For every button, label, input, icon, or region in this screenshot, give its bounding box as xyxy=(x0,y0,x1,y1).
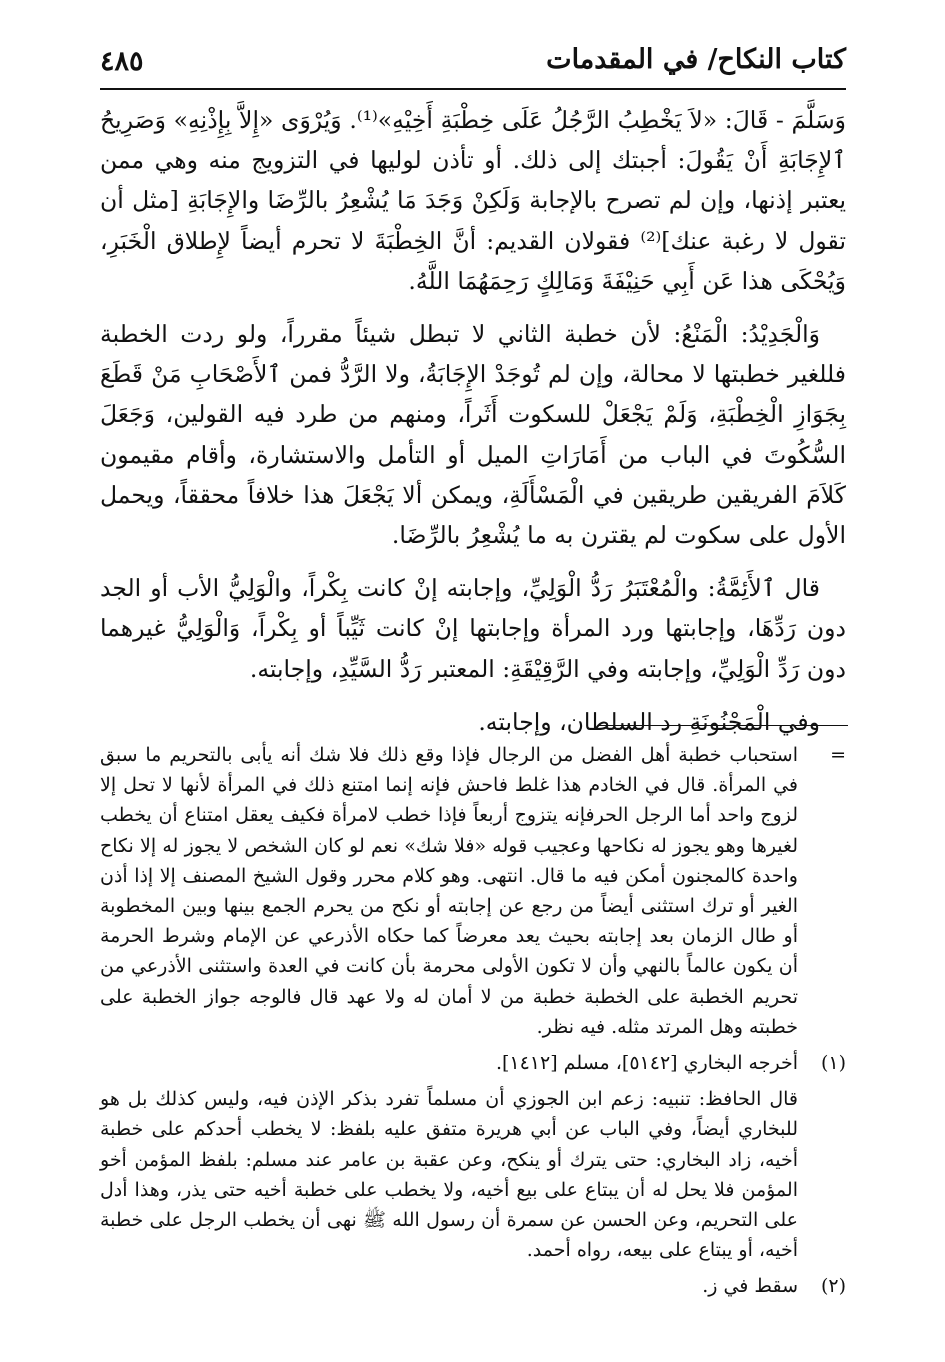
footnote-text: أخرجه البخاري [٥١٤٢]، مسلم [١٤١٢]. xyxy=(495,1052,798,1075)
header-rule xyxy=(100,88,846,90)
paragraph-1: وَسَلَّمَ - قَالَ: «لاَ يَخْطِبُ الرَّجُلُ عَلَى خِطْبَةِ أَخِيْهِ»⁽¹⁾. وَيُرْوَى «إِلاَّ بِإِذْنِهِ» وَصَرِيحُ ٱلإِجَابَةِ أَنْ يَقُولَ: أجبتك إلى ذلك. أو تأذن لوليها في التزويج منه وهي ممن يعتبر إذنها، وإن لم تصرح بالإجابة وَلَكِنْ وَجَدَ مَا يُشْعِرُ بالرِّضَا والإِجَابَةِ [مثل أن تقول لا رغبة عنك]⁽²⁾ فقولان القديم: أنَّ الخِطْبَةَ لا تحرم أيضاً لإِطلاق الْخَبَرِ، وَيُحْكَى هذا عَن أَبِي حَنِيْفَةَ وَمَالِكٍ رَحِمَهُمَا اللَّهُ. xyxy=(100,106,846,295)
footnote-marker: = xyxy=(830,744,846,766)
main-text xyxy=(100,100,846,742)
header-title: كتاب النكاح/ في المقدمات xyxy=(546,44,846,75)
paragraph-2: وَالْجَدِيْدُ: الْمَنْعُ: لأن خطبة الثاني لا تبطل شيئاً مقرراً، ولو ردت الخطبة فللغير خطبتها لا محالة، وإن لم تُوجَدْ الإِجَابَةُ، ولا الرَّدُّ فمن ٱلأَصْحَابِ مَنْ قَطَعَ بِجَوَازِ الْخِطْبَةِ، وَلَمْ يَجْعَلْ للسكوت أَثَراً، ومنهم من طرد فيه القولين، وَجَعَلَ السُّكُوتَ في الباب من أَمَارَاتِ الميل أو التأمل والاستشارة، وأقام مقيمون كَلاَمَ الفريقين طريقين في الْمَسْأَلَةِ، ويمكن ألا يَجْعَلَ هذا خلافاً محققاً، ويحمل الأول على سكوت لم يقترن به ما يُشْعِرُ بالرِّضَا. xyxy=(100,320,846,550)
paragraph-4: وفي الْمَجْنُونَةِ رد السلطان، وإجابته. xyxy=(478,707,820,736)
footnote-continued xyxy=(100,740,846,1042)
paragraph-3: قال ٱلأَئِمَّةُ: والْمُعْتَبَرُ رَدُّ الْوَلِيِّ، وإجابته إنْ كانت بِكْراً، والْوَلِيُّ الأب أو الجد دون رَدِّهَا، وإجابتها ورد المرأة وإجابتها إنْ كانت ثَيِّباً أو بِكْراً، وَالْوَلِيُّ غيرهما دون رَدِّ الْوَلِيِّ، وإجابته وفي الرَّقِيْقَةِ: المعتبر رَدُّ السَّيِّدِ، وإجابته. xyxy=(100,574,846,683)
footnote-divider xyxy=(598,725,848,726)
footnote-1 xyxy=(100,1048,846,1078)
footnote-text: سقط في ز. xyxy=(702,1275,798,1298)
footnotes xyxy=(100,740,846,1302)
page-number: ٤٨٥ xyxy=(100,46,144,77)
running-header xyxy=(100,44,846,84)
footnote-text: قال الحافظ: تنبيه: زعم ابن الجوزي أن مسلماً تفرد بذكر الإذن فيه، وليس كذلك بل هو للبخاري أيضاً، وفي الباب عن أبي هريرة متفق عليه بلفظ: لا يخطب أحدكم على خطبة أخيه، زاد البخاري: حتى يترك أو ينكح، وعن عقبة بن عامر عند مسلم: بلفظ المؤمن أخو المؤمن فلا يحل له أن يبتاع على بيع أخيه، ولا يخطب على خطبة أخيه حتى يذر، وهذا أدل على التحريم، وعن الحسن عن سمرة أن رسول الله ﷺ نهى أن يخطب الرجل على خطبة أخيه، أو يبتاع على بيعه، رواه أحمد. xyxy=(100,1088,798,1262)
footnote-text: استحباب خطبة أهل الفضل من الرجال فإذا وقع ذلك فلا شك أنه يأبى بالتحريم ما سبق في المرأة. قال في الخادم هذا غلط فاحش فإنه إنما امتنع ذلك في المرأة لأنها لا تحل إلا لزوج واحد أما الرجل الحرفإنه يتزوج أربعاً فإذا خطب لامرأة فكيف يعقل امتناع أن يخطب لغيرها وهو يجوز له نكاحها وعجيب قوله «فلا شك» نعم لو كان الشخص لا يجوز له إلا نكاح واحدة كالمجنون أمكن فيه ما قال. انتهى. وهو كلام محرر وقول الشيخ المصنف إلا إذا أذن الغير أو ترك استثنى أيضاً من رجع عن إجابته أو نكح من يحرم الجمع بينها وبين المخطوبة أو طال الزمان بعد إجابته بحيث يعد معرضاً كما حكاه الأذرعي عن الإمام وشرط الحرمة أن يكون عالماً بالنهي وأن لا تكون الأولى محرمة بأن كانت في العدة واستثنى الأذرعي من تحريم الخطبة على الخطبة خطبة من لا أمان له ولا عهد قال فالوجه جواز الخطبة على خطبته وهل المرتد مثله. فيه نظر. xyxy=(100,744,798,1038)
footnote-marker: (١) xyxy=(820,1052,846,1075)
footnote-2 xyxy=(100,1271,846,1301)
footnote-marker: (٢) xyxy=(820,1275,846,1298)
footnote-1-commentary xyxy=(100,1084,846,1265)
